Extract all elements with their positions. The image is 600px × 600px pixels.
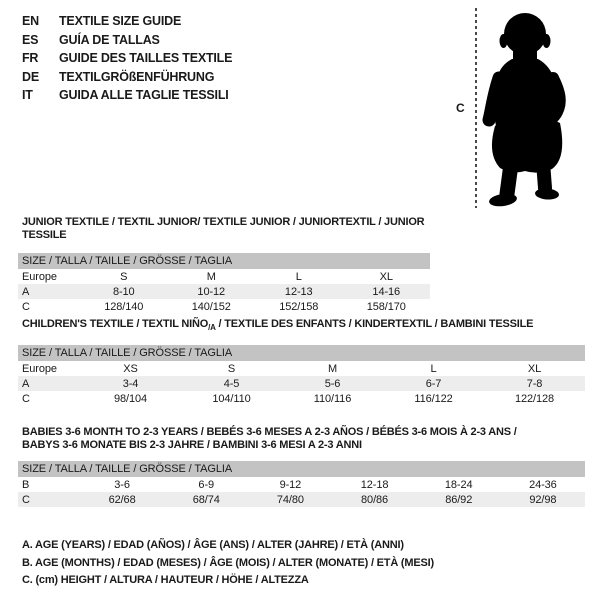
language-title: GUÍA DE TALLAS <box>59 32 160 47</box>
table-row <box>18 361 585 376</box>
table-cell: 14-16 <box>372 285 401 298</box>
table-row <box>18 284 430 299</box>
language-code: EN <box>22 14 39 28</box>
row-label: B <box>22 478 30 491</box>
row-label: A <box>22 285 30 298</box>
children-title-prefix: CHILDREN'S TEXTILE / TEXTIL NIÑO <box>22 318 209 330</box>
row-label: Europe <box>22 362 57 375</box>
junior-title: JUNIOR TEXTILE / TEXTIL JUNIOR/ TEXTILE JUNIOR / JUNIORTEXTIL / JUNIOR TESSILE <box>22 216 425 241</box>
row-label: A <box>22 377 30 390</box>
table-cell: 10-12 <box>197 285 226 298</box>
table-cell: 92/98 <box>529 493 557 506</box>
table-cell: 62/68 <box>108 493 136 506</box>
table-row <box>18 492 585 507</box>
junior-size-table <box>18 253 430 314</box>
language-title: TEXTILE SIZE GUIDE <box>59 14 182 28</box>
table-cell: M <box>327 362 338 375</box>
language-row <box>22 86 232 105</box>
language-list <box>22 12 232 105</box>
legend-line-b: B. AGE (MONTHS) / EDAD (MESES) / ÂGE (MOIS) / ALTER (MONATE) / ETÀ (MESI) <box>22 556 434 569</box>
table-cell: XL <box>527 362 542 375</box>
table-row <box>18 269 430 284</box>
table-cell: 98/104 <box>113 392 148 405</box>
babies-section <box>18 426 585 507</box>
table-row <box>18 477 585 492</box>
size-header-row <box>18 345 585 361</box>
language-row <box>22 31 232 50</box>
table-cell: 74/80 <box>276 493 304 506</box>
table-cell: 86/92 <box>445 493 473 506</box>
children-title-subscript: /A <box>208 323 216 333</box>
language-title: TEXTILGRÖßENFÜHRUNG <box>59 69 215 84</box>
children-section <box>18 318 585 406</box>
table-cell: 128/140 <box>104 300 144 313</box>
table-cell: L <box>430 362 437 375</box>
table-cell: 110/116 <box>313 392 352 405</box>
babies-title-line1: BABIES 3-6 MONTH TO 2-3 YEARS / BEBÉS 3-6 MESES A 2-3 AÑOS / BÉBÉS 3-6 MOIS À 2-3 ANS / <box>22 426 517 438</box>
language-title: GUIDA ALLE TAGLIE TESSILI <box>59 88 229 103</box>
size-header-bar: SIZE / TALLA / TAILLE / GRÖSSE / TAGLIA <box>18 461 585 477</box>
table-cell: 3-4 <box>122 377 139 390</box>
table-cell: 122/128 <box>514 392 555 405</box>
babies-size-table <box>18 461 585 507</box>
table-cell: 7-8 <box>526 377 543 390</box>
babies-title-line2: BABYS 3-6 MONATE BIS 2-3 JAHRE / BAMBINI 3-6 MESI A 2-3 ANNI <box>22 439 362 451</box>
table-cell: 6-7 <box>425 377 442 390</box>
table-cell: 18-24 <box>444 478 473 491</box>
table-cell: 80/86 <box>361 493 389 506</box>
table-cell: 5-6 <box>324 377 341 390</box>
height-c-label: C <box>456 101 465 115</box>
table-cell: 140/152 <box>191 300 231 313</box>
table-cell: XS <box>123 362 138 375</box>
language-code: IT <box>22 88 33 103</box>
children-size-table <box>18 345 585 406</box>
table-cell: S <box>120 270 128 283</box>
height-dashed-line <box>475 8 477 208</box>
table-row <box>18 376 585 391</box>
row-label: C <box>22 493 30 506</box>
language-row <box>22 68 232 87</box>
table-cell: 12-13 <box>284 285 313 298</box>
measurement-legend <box>22 537 434 590</box>
table-cell: 104/110 <box>212 392 251 405</box>
table-cell: 3-6 <box>114 478 130 491</box>
size-header-bar: SIZE / TALLA / TAILLE / GRÖSSE / TAGLIA <box>18 345 585 361</box>
table-cell: M <box>206 270 216 283</box>
legend-line-c: C. (cm) HEIGHT / ALTURA / HAUTEUR / HÖHE / ALTEZZA <box>22 574 309 586</box>
size-header-row <box>18 253 430 269</box>
table-cell: 116/122 <box>414 392 453 405</box>
children-title <box>22 318 585 334</box>
language-row <box>22 12 232 31</box>
table-cell: 158/170 <box>366 300 406 313</box>
row-label: C <box>22 300 30 313</box>
children-title-suffix: / TEXTILE DES ENFANTS / KINDERTEXTIL / BAMBINI TESSILE <box>215 318 534 330</box>
table-row <box>18 391 585 406</box>
table-cell: S <box>227 362 236 375</box>
table-cell: XL <box>379 270 393 283</box>
table-cell: 152/158 <box>279 300 319 313</box>
table-cell: 8-10 <box>112 285 135 298</box>
language-code: DE <box>22 69 39 84</box>
row-label: C <box>22 392 30 405</box>
toddler-silhouette-icon <box>481 8 577 210</box>
table-cell: 12-18 <box>360 478 389 491</box>
legend-line-a: A. AGE (YEARS) / EDAD (AÑOS) / ÂGE (ANS) / ALTER (JAHRE) / ETÀ (ANNI) <box>22 539 404 551</box>
size-header-row <box>18 461 585 477</box>
size-figure <box>452 6 582 214</box>
table-cell: 4-5 <box>223 377 240 390</box>
table-cell: 6-9 <box>198 478 215 491</box>
table-row <box>18 299 430 314</box>
junior-section <box>18 216 430 314</box>
table-cell: 9-12 <box>279 478 302 491</box>
language-code: FR <box>22 51 39 66</box>
row-label: Europe <box>22 270 57 283</box>
table-cell: 68/74 <box>192 493 220 506</box>
size-header-bar: SIZE / TALLA / TAILLE / GRÖSSE / TAGLIA <box>18 253 430 269</box>
language-title: GUIDE DES TAILLES TEXTILE <box>59 51 233 66</box>
language-code: ES <box>22 32 39 47</box>
language-row <box>22 49 232 68</box>
table-cell: 24-36 <box>529 478 557 491</box>
table-cell: L <box>295 270 302 283</box>
